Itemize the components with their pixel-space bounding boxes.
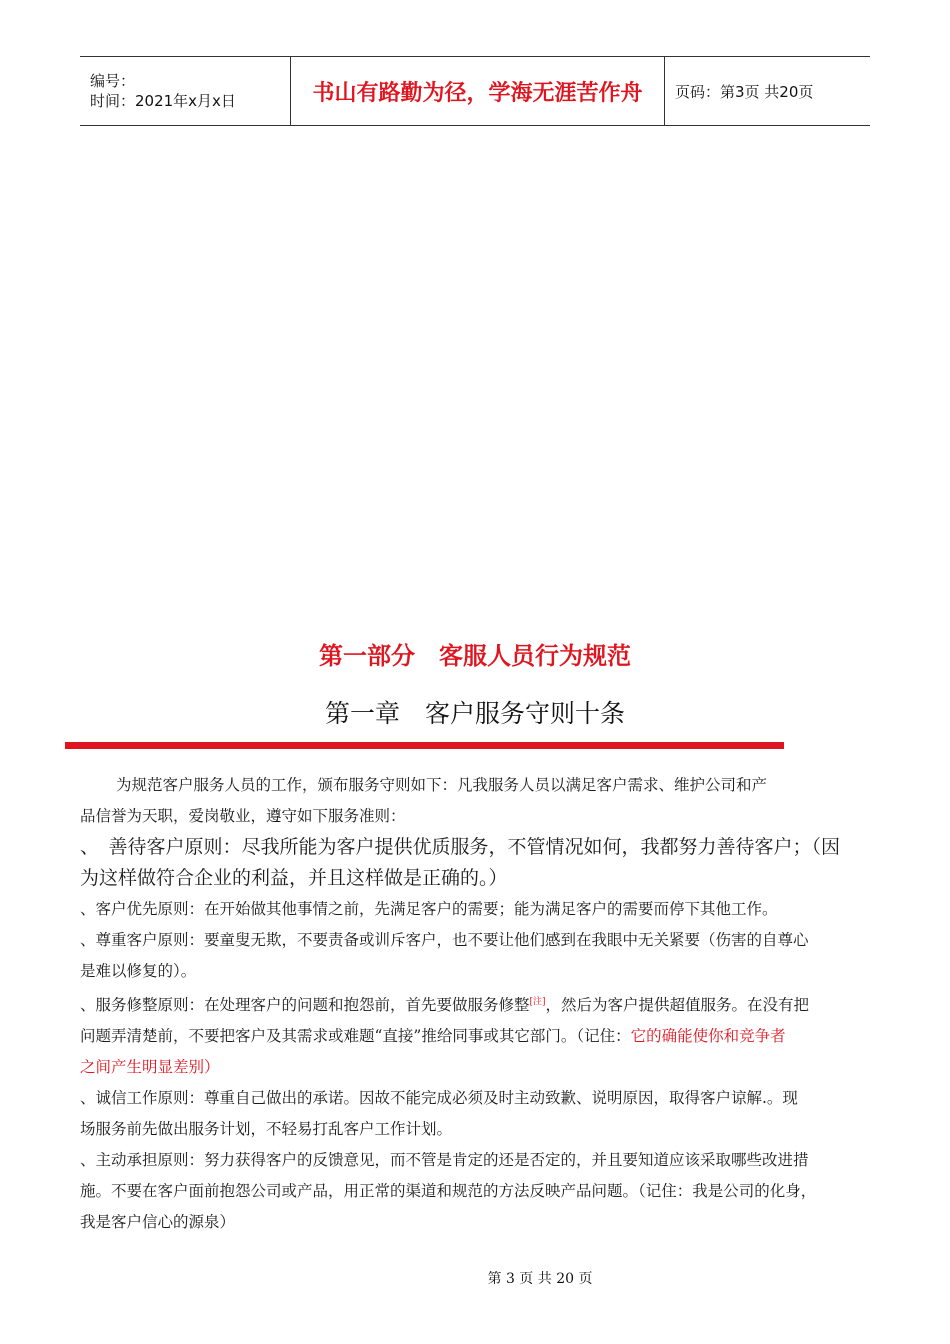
rule-4-text-a: 、服务修整原则：在处理客户的问题和抱怨前，首先要做服务修整 (80, 996, 530, 1015)
header-motto: 书山有路勤为径，学海无涯苦作舟 (291, 57, 665, 125)
chapter-title: 第一章 客户服务守则十条 (324, 699, 625, 728)
intro-line-2: 品信誉为天职，爱岗敬业，遵守如下服务准则： (80, 807, 406, 825)
rule-3-line-1: 、尊重客户原则：要童叟无欺，不要责备或训斥客户，也不要让他们感到在我眼中无关紧要（伤害的自尊心 (80, 931, 809, 949)
rule-5-line-1: 、诚信工作原则：尊重自己做出的承诺。因故不能完成必须及时主动致歉、说明原因，取得客户谅解.。现 (80, 1089, 798, 1108)
rule-4-highlight-b: 之间产生明显差别） (80, 1058, 220, 1077)
rule-1-line-1: 、 善待客户原则：尽我所能为客户提供优质服务，不管情况如何，我都努力善待客户；（因 (80, 836, 841, 858)
intro-line-1: 为规范客户服务人员的工作，颁布服务守则如下：凡我服务人员以满足客户需求、维护公司和产 (116, 776, 768, 794)
rule-4-highlight-a: 它的确能使你和竞争者 (630, 1027, 786, 1046)
rule-2: 、客户优先原则：在开始做其他事情之前，先满足客户的需要；能为满足客户的需要而停下其他工作。 (80, 900, 778, 918)
part-title: 第一部分 客服人员行为规范 (319, 642, 631, 670)
document-body (80, 770, 880, 1238)
footnote-marker[interactable]: [注] (529, 997, 546, 1007)
doc-number-label: 编号： (90, 72, 136, 90)
rule-4-text-c: 问题弄清楚前，不要把客户及其需求或难题“直接”推给同事或其它部门。（记住： (80, 1027, 631, 1046)
header-meta (80, 57, 291, 125)
doc-time-label: 时间：2021年x月x日 (90, 92, 236, 110)
rule-5-line-2: 场服务前先做出服务计划，不轻易打乱客户工作计划。 (80, 1120, 453, 1139)
header-page-info: 页码：第3页 共20页 (675, 82, 814, 101)
page-footer: 第 3 页 共 20 页 (487, 1271, 593, 1287)
red-divider (65, 742, 784, 749)
rule-4-text-b: ，然后为客户提供超值服务。在没有把 (545, 996, 810, 1015)
rule-1-line-2: 为这样做符合企业的利益，并且这样做是正确的。） (80, 867, 508, 889)
rule-4-line-2 (80, 1021, 880, 1052)
rule-6-line-2: 施。不要在客户面前抱怨公司或产品，用正常的渠道和规范的方法反映产品问题。（记住：我是公司的化身， (80, 1182, 817, 1201)
document-header (80, 56, 870, 126)
rule-6-line-1: 、主动承担原则：努力获得客户的反馈意见，而不管是肯定的还是否定的，并且要知道应该采取哪些改进措 (80, 1151, 809, 1170)
rule-3-line-2: 是难以修复的）。 (80, 962, 197, 980)
rule-6-line-3: 我是客户信心的源泉） (80, 1213, 236, 1232)
rule-4-line-1 (80, 987, 880, 1021)
